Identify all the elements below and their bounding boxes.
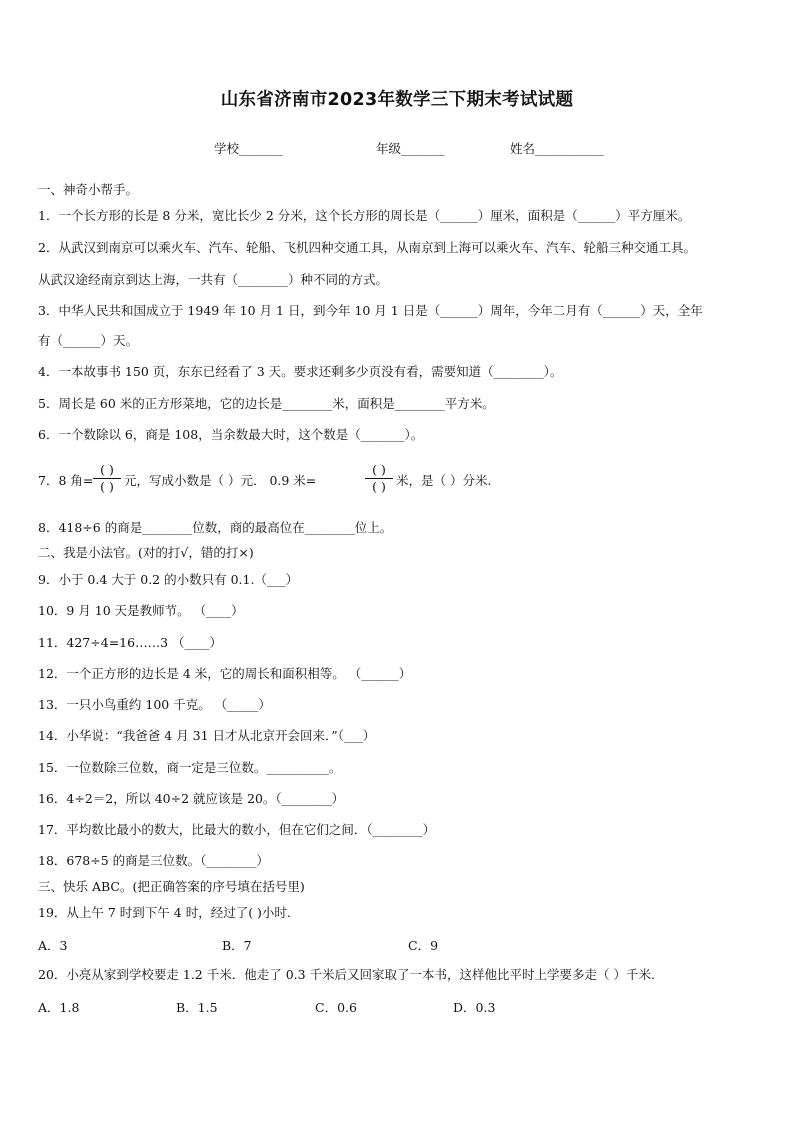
fraction-blank-2 — [364, 462, 394, 495]
question-2-line-2: 从武汉途经南京到达上海，一共有（________）种不同的方式。 — [38, 272, 389, 287]
school-field: 学校_______ — [214, 141, 283, 156]
question-12: 12．一个正方形的边长是 4 米，它的周长和面积相等。 （______） — [38, 666, 412, 681]
q20-option-b: B．1.5 — [176, 1000, 218, 1015]
fraction-numerator: ( ) — [100, 462, 114, 477]
fraction-blank-1 — [92, 462, 122, 495]
name-field: 姓名___________ — [510, 141, 604, 156]
q19-option-c: C．9 — [408, 938, 439, 953]
question-18: 18．678÷5 的商是三位数。（________） — [38, 853, 269, 868]
question-19: 19．从上午 7 时到下午 4 时，经过了( )小时. — [38, 905, 291, 920]
question-4: 4．一本故事书 150 页，东东已经看了 3 天。要求还剩多少页没有看，需要知道（________）。 — [38, 364, 563, 379]
question-7-part-3: 米，是（ ）分米. — [396, 473, 492, 488]
question-8: 8．418÷6 的商是________位数，商的最高位在________位上。 — [38, 520, 393, 535]
q20-option-c: C．0.6 — [315, 1000, 357, 1015]
question-9: 9．小于 0.4 大于 0.2 的小数只有 0.1.（___） — [38, 572, 299, 587]
question-6: 6．一个数除以 6，商是 108，当余数最大时，这个数是（_______）。 — [38, 427, 424, 442]
question-5: 5．周长是 60 米的正方形菜地，它的边长是________米，面积是________平方米。 — [38, 396, 495, 411]
fraction-denominator: ( ) — [372, 479, 386, 494]
question-14: 14．小华说：“我爸爸 4 月 31 日才从北京开会回来．”（___） — [38, 728, 376, 743]
question-7-part-2: 元，写成小数是（ ）元． 0.9 米= — [124, 473, 317, 488]
question-11: 11．427÷4=16……3 （____） — [38, 635, 222, 650]
page-title: 山东省济南市2023年数学三下期末考试试题 — [220, 90, 574, 110]
grade-field: 年级_______ — [376, 141, 445, 156]
question-1: 1．一个长方形的长是 8 分米，宽比长少 2 分米，这个长方形的周长是（______）厘米，面积是（______）平方厘米。 — [38, 208, 691, 223]
section-heading-1: 一、神奇小帮手。 — [38, 182, 139, 197]
q19-option-a: A．3 — [38, 938, 68, 953]
section-heading-3: 三、快乐 ABC。(把正确答案的序号填在括号里) — [38, 879, 305, 894]
section-heading-2: 二、我是小法官。(对的打√，错的打×) — [38, 545, 254, 560]
question-3-line-2: 有（______）天。 — [38, 333, 139, 348]
question-7-part-1: 7．8 角= — [38, 473, 94, 488]
question-10: 10．9 月 10 天是教师节。 （____） — [38, 603, 244, 618]
question-13: 13．一只小鸟重约 100 千克。 （_____） — [38, 697, 271, 712]
question-3-line-1: 3．中华人民共和国成立于 1949 年 10 月 1 日，到今年 10 月 1 日是（______）周年，今年二月有（______）天，全年 — [38, 303, 703, 318]
fraction-numerator: ( ) — [372, 462, 386, 477]
question-2-line-1: 2．从武汉到南京可以乘火车、汽车、轮船、飞机四种交通工具，从南京到上海可以乘火车、汽车、轮船三种交通工具。 — [38, 240, 696, 255]
fraction-denominator: ( ) — [100, 479, 114, 494]
q20-option-a: A．1.8 — [38, 1000, 80, 1015]
question-16: 16．4÷2＝2，所以 40÷2 就应该是 20。（________） — [38, 791, 345, 806]
question-17: 17．平均数比最小的数大，比最大的数小，但在它们之间．（________） — [38, 822, 436, 837]
question-20: 20．小亮从家到学校要走 1.2 千米．他走了 0.3 千米后又回家取了一本书，这样他比平时上学要多走（ ）千米. — [38, 967, 656, 982]
q20-option-d: D．0.3 — [453, 1000, 496, 1015]
question-15: 15．一位数除三位数，商一定是三位数。__________。 — [38, 760, 342, 775]
q19-option-b: B．7 — [222, 938, 252, 953]
